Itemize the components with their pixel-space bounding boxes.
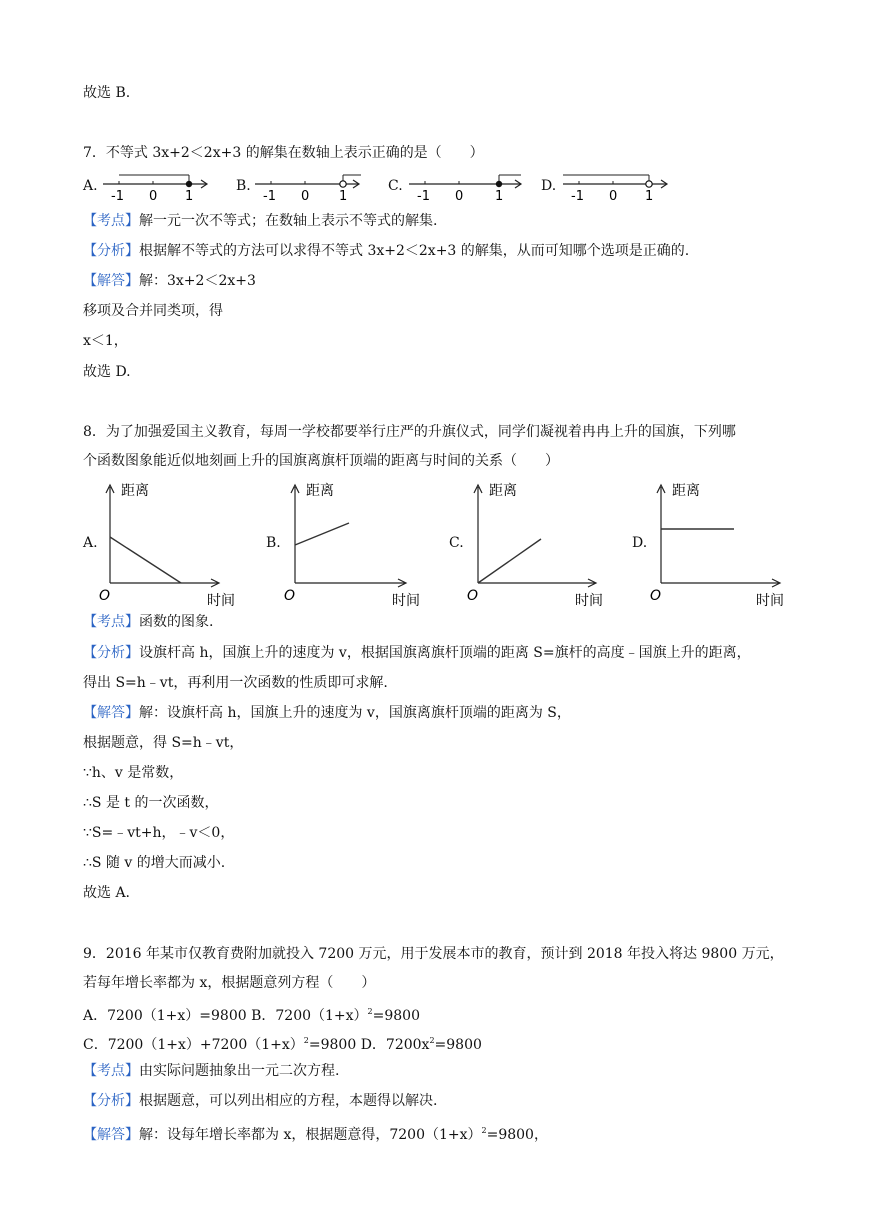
q8-option-c-label: C. — [449, 535, 464, 551]
q7-option-a-label: A. — [83, 178, 98, 194]
q9-option-b: B．7200（1+x） — [251, 1008, 368, 1024]
q8-step-6: 故选 A. — [83, 885, 131, 901]
svg-text:距离: 距离 — [489, 483, 517, 499]
q9-jieda: 【解答】解：设每年增长率都为 x，根据题意得，$7200(1+x)^2=9800$， — [83, 1126, 548, 1143]
svg-text:-1: -1 — [263, 189, 276, 202]
q7-jieda: 【解答】解：3x+2＜2x+3 — [83, 273, 256, 289]
svg-text:距离: 距离 — [306, 483, 334, 499]
q7-option-d-label: D. — [541, 178, 557, 194]
svg-text:1: 1 — [185, 189, 194, 202]
q9-options-ab: A．7200（1+x）=9800 B．$7200(1+x)^2=9800$ — [83, 1007, 420, 1024]
svg-text:O: O — [284, 588, 296, 604]
svg-text:O: O — [99, 588, 111, 604]
svg-text:1: 1 — [495, 189, 504, 202]
svg-text:时间: 时间 — [207, 593, 235, 609]
q8-stem-line-2: 个函数图象能近似地刻画上升的国旗离旗杆顶端的距离与时间的关系（ ） — [83, 453, 559, 469]
q7-step-3: 故选 D. — [83, 364, 131, 380]
q8-step-4: ∵S=﹣vt+h，﹣v＜0， — [83, 825, 235, 841]
q8-graph-b — [280, 475, 430, 610]
q8-fenxi-line-1: 【分析】设旗杆高 h，国旗上升的速度为 v，根据国旗离旗杆顶端的距离 S=旗杆的高度﹣国旗上升的距离， — [83, 645, 751, 661]
q9-stem-line-1: 9．2016 年某市仅教育费附加就投入 7200 万元，用于发展本市的教育，预计到 2018 年投入将达 9800 万元， — [83, 946, 784, 962]
q9-fenxi: 【分析】根据题意，可以列出相应的方程，本题得以解决. — [83, 1093, 438, 1109]
q8-option-a-label: A. — [83, 535, 98, 551]
svg-text:0: 0 — [609, 189, 618, 202]
q7-number-line-d — [561, 172, 673, 202]
q7-kaodian: 【考点】解一元一次不等式；在数轴上表示不等式的解集. — [83, 213, 438, 229]
svg-text:距离: 距离 — [672, 483, 700, 499]
q7-number-line-c — [407, 172, 527, 202]
q8-kaodian: 【考点】函数的图象. — [83, 614, 214, 630]
q8-step-2: ∵h、v 是常数， — [83, 765, 184, 781]
q9-option-a: A．7200（1+x）=9800 — [83, 1008, 247, 1024]
q8-graph-d — [646, 475, 796, 610]
svg-text:-1: -1 — [417, 189, 430, 202]
svg-text:距离: 距离 — [121, 483, 149, 499]
q7-step-2: x＜1， — [83, 333, 128, 349]
q9-kaodian: 【考点】由实际问题抽象出一元二次方程. — [83, 1063, 340, 1079]
svg-text:时间: 时间 — [392, 593, 420, 609]
q7-number-line-a — [101, 172, 213, 202]
q9-stem-line-2: 若每年增长率都为 x，根据题意列方程（ ） — [83, 975, 376, 991]
svg-text:0: 0 — [149, 189, 158, 202]
svg-text:-1: -1 — [111, 189, 124, 202]
q7-stem: 7．不等式 3x+2＜2x+3 的解集在数轴上表示正确的是（ ） — [83, 145, 484, 161]
q8-graph-c — [463, 475, 613, 610]
q8-step-1: 根据题意，得 S=h﹣vt， — [83, 735, 244, 751]
q8-stem-line-1: 8．为了加强爱国主义教育，每周一学校都要举行庄严的升旗仪式，同学们凝视着冉冉上升的国旗，下列哪 — [83, 424, 736, 440]
svg-text:O: O — [650, 588, 662, 604]
q8-jieda: 【解答】解：设旗杆高 h，国旗上升的速度为 v，国旗离旗杆顶端的距离为 S， — [83, 705, 571, 721]
q7-option-c-label: C. — [388, 178, 403, 194]
svg-text:-1: -1 — [571, 189, 584, 202]
q8-option-d-label: D. — [632, 535, 648, 551]
svg-text:时间: 时间 — [575, 593, 603, 609]
q8-step-3: ∴S 是 t 的一次函数， — [83, 795, 219, 811]
svg-text:1: 1 — [339, 189, 348, 202]
q9-options-cd: C．$7200(1+x)+7200(1+x)^2=9800$ D．$7200x^2=9800$ — [83, 1036, 482, 1053]
q7-step-1: 移项及合并同类项，得 — [83, 303, 223, 319]
q8-option-b-label: B. — [266, 535, 281, 551]
q7-option-b-label: B. — [236, 178, 251, 194]
q8-graph-a — [95, 475, 245, 610]
answer-line: 故选 B. — [83, 85, 131, 101]
q9-option-c: C．7200（1+x）+7200（1+x） — [83, 1037, 304, 1053]
svg-text:O: O — [467, 588, 479, 604]
svg-text:1: 1 — [645, 189, 654, 202]
q8-step-5: ∴S 随 v 的增大而减小. — [83, 855, 226, 871]
svg-text:时间: 时间 — [756, 593, 784, 609]
q7-number-line-b — [253, 172, 365, 202]
svg-text:0: 0 — [301, 189, 310, 202]
q7-fenxi: 【分析】根据解不等式的方法可以求得不等式 3x+2＜2x+3 的解集，从而可知哪个选项是正确的. — [83, 243, 690, 259]
svg-text:0: 0 — [455, 189, 464, 202]
q8-fenxi-line-2: 得出 S=h﹣vt，再利用一次函数的性质即可求解. — [83, 675, 388, 691]
q9-option-d: D．7200x — [360, 1037, 430, 1053]
